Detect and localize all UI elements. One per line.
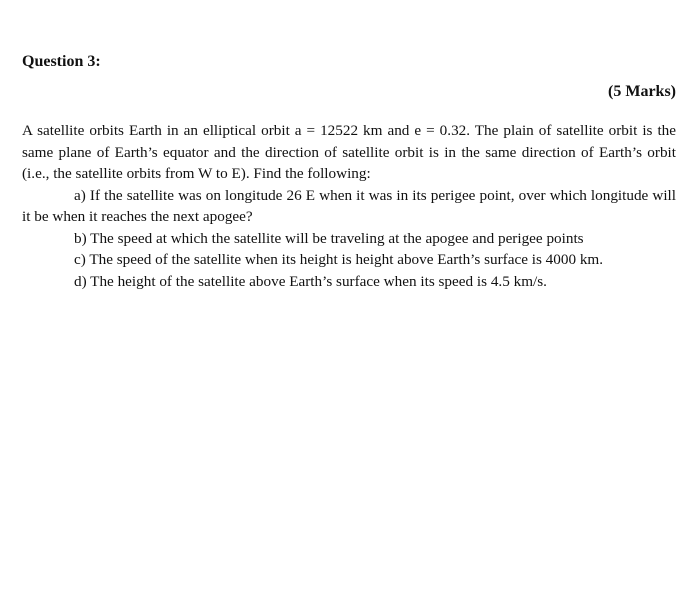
question-intro: A satellite orbits Earth in an elliptical orbit a = 12522 km and e = 0.32. The plain of satellite orbit is the same plane of Earth’s equator and the direction of satellite orbit is in the same direction of Earth’s orbit (i.e., the satellite orbits from W to E). Find the following: — [22, 122, 676, 182]
question-part-c: c) The speed of the satellite when its height is height above Earth’s surface is 4000 km. — [74, 251, 604, 268]
question-block — [22, 50, 676, 292]
question-part-a: a) If the satellite was on longitude 26 E when it was in its perigee point, over which longitude will it be when it reaches the next apogee? — [22, 186, 676, 225]
question-part-d: d) The height of the satellite above Earth’s surface when its speed is 4.5 km/s. — [74, 272, 547, 290]
question-marks: (5 Marks) — [608, 83, 676, 100]
question-title: Question 3: — [22, 53, 101, 70]
question-part-b: b) The speed at which the satellite will be traveling at the apogee and perigee points — [74, 229, 584, 247]
